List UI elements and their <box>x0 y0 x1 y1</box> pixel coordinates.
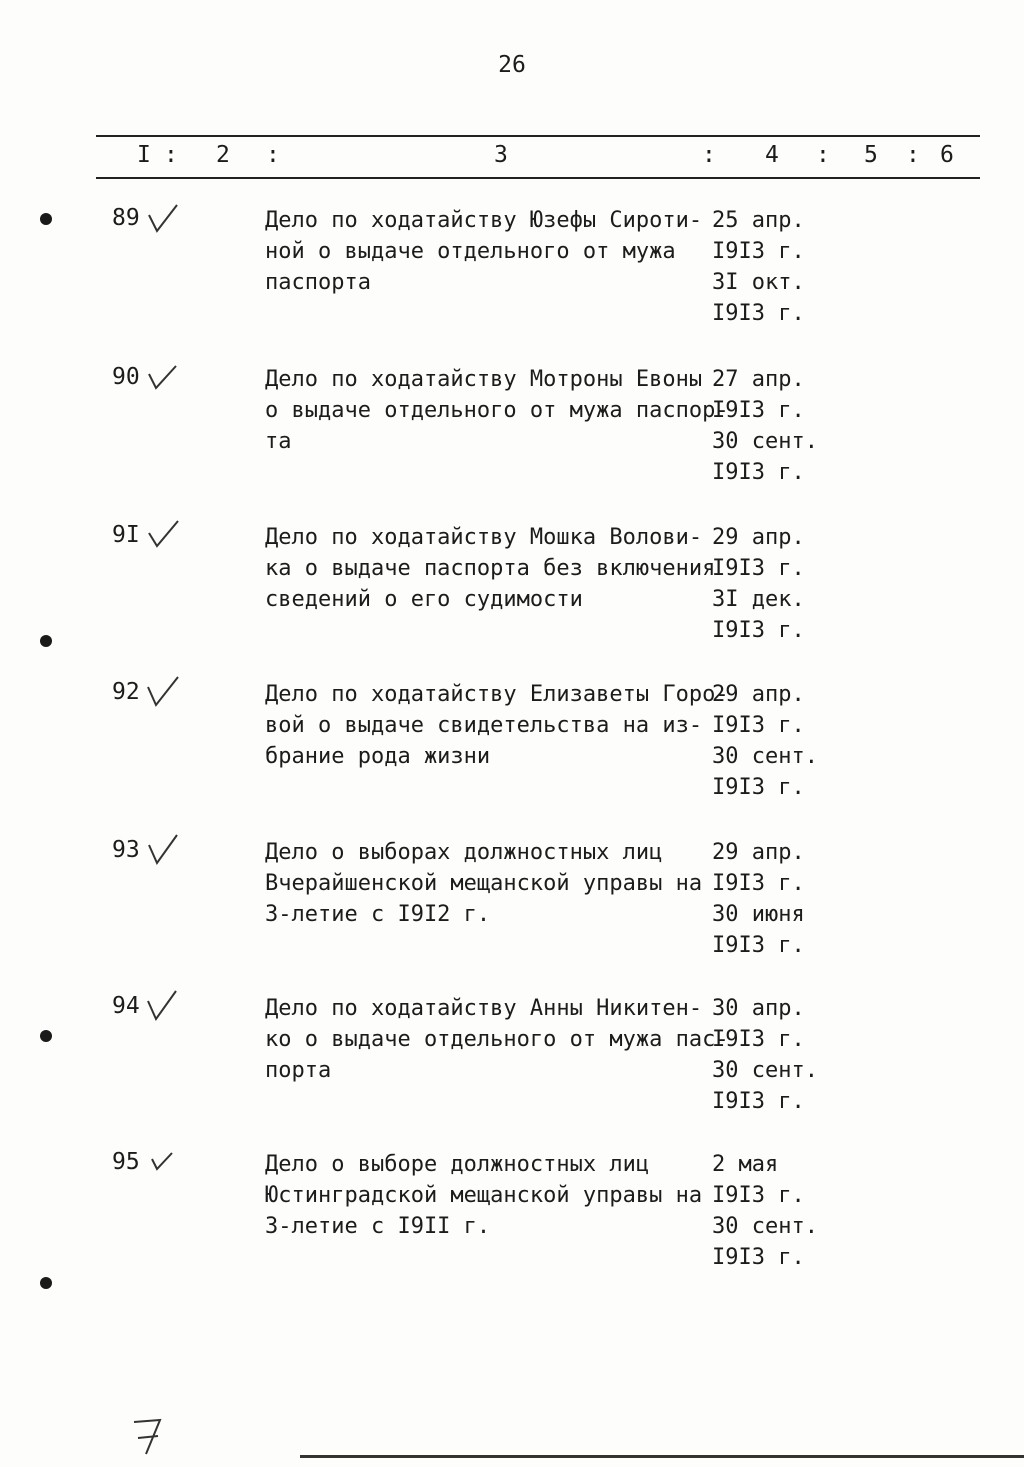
start-date: 30 апр. <box>712 996 805 1021</box>
col-header-5: 5 <box>864 142 878 168</box>
entry-number: 9I <box>112 522 140 548</box>
end-year: I9I3 г. <box>712 1245 805 1270</box>
entry-number: 90 <box>112 364 140 390</box>
entry-description <box>265 993 729 1086</box>
col-header-4: 4 <box>765 142 779 168</box>
description-line: 3-летие с I9I2 г. <box>265 902 491 927</box>
entry-description <box>265 679 729 772</box>
description-line: Дело по ходатайству Анны Никитен- <box>265 996 703 1021</box>
page-number: 26 <box>498 52 526 78</box>
col-header-1: I <box>137 142 151 168</box>
page-bottom-edge <box>300 1455 1024 1458</box>
checkmark-icon <box>146 989 180 1023</box>
entry-dates <box>712 1149 832 1273</box>
start-date: 29 апр. <box>712 840 805 865</box>
description-line: брание рода жизни <box>265 744 491 769</box>
header-rule-bottom <box>96 177 980 179</box>
end-year: I9I3 г. <box>712 1089 805 1114</box>
description-line: паспорта <box>265 270 371 295</box>
entry-description <box>265 1149 715 1242</box>
start-date: 2 мая <box>712 1152 779 1177</box>
checkmark-icon <box>146 675 180 709</box>
header-rule-top <box>96 135 980 137</box>
end-year: I9I3 г. <box>712 775 805 800</box>
col-header-sep: : <box>702 142 716 168</box>
end-date: 30 сент. <box>712 429 818 454</box>
entry-number: 92 <box>112 679 140 705</box>
description-line: Дело по ходатайству Мотроны Евоны <box>265 367 703 392</box>
entry-dates <box>712 993 832 1117</box>
description-line: Дело по ходатайству Мошка Волови- <box>265 525 703 550</box>
punch-hole <box>40 213 52 225</box>
entry-description <box>265 205 715 298</box>
description-line: ной о выдаче отдельного от мужа <box>265 239 676 264</box>
description-line: Дело о выборе должностных лиц <box>265 1152 650 1177</box>
description-line: Юстинградской мещанской управы на <box>265 1183 703 1208</box>
table-row <box>0 364 1024 504</box>
table-row <box>0 1149 1024 1289</box>
description-line: 3-летие с I9II г. <box>265 1214 491 1239</box>
checkmark-icon <box>146 833 180 867</box>
end-date: 30 сент. <box>712 1214 818 1239</box>
end-year: I9I3 г. <box>712 618 805 643</box>
entry-number: 93 <box>112 837 140 863</box>
start-date: 25 апр. <box>712 208 805 233</box>
description-line: порта <box>265 1058 332 1083</box>
table-row <box>0 679 1024 819</box>
end-year: I9I3 г. <box>712 460 805 485</box>
table-row <box>0 522 1024 662</box>
checkmark-icon <box>146 1145 180 1179</box>
description-line: ко о выдаче отдельного от мужа пас- <box>265 1027 729 1052</box>
description-line: о выдаче отдельного от мужа паспор- <box>265 398 729 423</box>
end-date: 3I дек. <box>712 587 805 612</box>
punch-hole <box>40 1277 52 1289</box>
entry-number: 94 <box>112 993 140 1019</box>
description-line: сведений о его судимости <box>265 587 583 612</box>
entry-description <box>265 837 715 930</box>
end-date: 30 сент. <box>712 744 818 769</box>
entry-dates <box>712 837 832 961</box>
entry-description <box>265 364 729 457</box>
col-header-2: 2 <box>216 142 230 168</box>
start-date: 29 апр. <box>712 682 805 707</box>
description-line: та <box>265 429 292 454</box>
punch-hole <box>40 1030 52 1042</box>
entry-dates <box>712 679 832 803</box>
end-year: I9I3 г. <box>712 301 805 326</box>
start-year: I9I3 г. <box>712 239 805 264</box>
start-year: I9I3 г. <box>712 398 805 423</box>
start-year: I9I3 г. <box>712 871 805 896</box>
end-year: I9I3 г. <box>712 933 805 958</box>
handwritten-mark <box>126 1410 176 1460</box>
description-line: Вчерайшенской мещанской управы на <box>265 871 703 896</box>
end-date: 3I окт. <box>712 270 805 295</box>
description-line: ка о выдаче паспорта без включения <box>265 556 716 581</box>
checkmark-icon <box>146 360 180 394</box>
entry-dates <box>712 522 832 646</box>
col-header-sep: : <box>266 142 280 168</box>
entry-number: 95 <box>112 1149 140 1175</box>
description-line: Дело о выборах должностных лиц <box>265 840 663 865</box>
entry-number: 89 <box>112 205 140 231</box>
col-header-sep: : <box>906 142 920 168</box>
start-date: 29 апр. <box>712 525 805 550</box>
punch-hole <box>40 635 52 647</box>
start-year: I9I3 г. <box>712 1183 805 1208</box>
description-line: Дело по ходатайству Юзефы Сироти- <box>265 208 703 233</box>
entry-dates <box>712 205 832 329</box>
col-header-3: 3 <box>494 142 508 168</box>
table-row <box>0 205 1024 345</box>
start-date: 27 апр. <box>712 367 805 392</box>
table-row <box>0 993 1024 1133</box>
start-year: I9I3 г. <box>712 556 805 581</box>
end-date: 30 сент. <box>712 1058 818 1083</box>
start-year: I9I3 г. <box>712 713 805 738</box>
checkmark-icon <box>146 518 180 552</box>
table-row <box>0 837 1024 977</box>
entry-description <box>265 522 715 615</box>
description-line: вой о выдаче свидетельства на из- <box>265 713 703 738</box>
col-header-6: 6 <box>940 142 954 168</box>
checkmark-icon <box>146 201 180 235</box>
description-line: Дело по ходатайству Елизаветы Горо- <box>265 682 729 707</box>
start-year: I9I3 г. <box>712 1027 805 1052</box>
col-header-sep: : <box>164 142 178 168</box>
col-header-sep: : <box>816 142 830 168</box>
end-date: 30 июня <box>712 902 805 927</box>
entry-dates <box>712 364 832 488</box>
